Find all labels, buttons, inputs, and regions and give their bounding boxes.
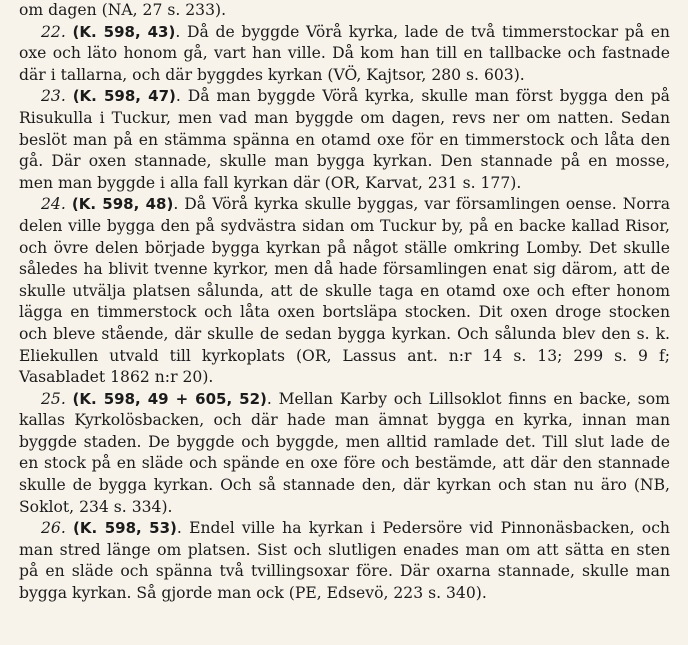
entry-text: . Mellan Karby och Lillsoklot finns en backe, som kallas Kyrkolösbacken, och där hade man ämnat bygga en kyrka, innan man byggde staden. De byggde och byggde, men alltid ramlade det. Till slut lade de en stock på en släde och spände en oxe före och bestämde, att där den stannade skulle de bygga kyrkan. Och så stannade den, där kyrkan och stan nu äro (NB, Soklot, 234 s. 334). (19, 389, 670, 516)
entry-number: 23. (41, 87, 66, 106)
entry-reference: (K. 598, 49 + 605, 52) (72, 389, 267, 408)
entry-25 (19, 389, 670, 519)
entry-24 (19, 194, 670, 388)
entry-21-tail (19, 0, 670, 22)
document-page (19, 0, 670, 605)
entry-reference: (K. 598, 47) (72, 87, 176, 106)
entry-text: . Endel ville ha kyrkan i Pedersöre vid Pinnonäsbacken, och man stred länge om platsen. Sist och slutligen enades man om att sätta en sten på en släde och spänna två tvillingsoxar före. Där oxarna stannade, skulle man bygga kyrkan. Så gjorde man ock (PE, Edsevö, 223 s. 340). (19, 519, 670, 603)
entry-22 (19, 22, 670, 87)
entry-reference: (K. 598, 43) (72, 22, 176, 41)
entry-number: 22. (41, 22, 66, 41)
entry-26 (19, 518, 670, 604)
entry-text: . Då man byggde Vörå kyrka, skulle man först bygga den på Risukulla i Tuckur, men vad man byggde om dagen, revs ner om natten. Sedan beslöt man på en stämma spänna en otamd oxe för en timmerstock och låta den gå. Där oxen stannade, skulle man bygga kyrkan. Den stannade på en mosse, men man byggde i alla fall kyrkan där (OR, Karvat, 231 s. 177). (19, 87, 670, 192)
entry-number: 26. (41, 519, 66, 538)
entry-text: om dagen (NA, 27 s. 233). (19, 1, 227, 19)
entry-reference: (K. 598, 48) (71, 195, 174, 214)
entry-23 (19, 86, 670, 194)
entry-text: . Då de byggde Vörå kyrka, lade de två timmerstockar på en oxe och läto honom gå, vart han ville. Då kom han till en tallbacke och fastnade där i tallarna, och där byggdes kyrkan (VÖ, Kajtsor, 280 s. 603). (19, 22, 670, 84)
entry-text: . Då Vörå kyrka skulle byggas, var församlingen oense. Norra delen ville bygga den på sydvästra sidan om Tuckur by, på en backe kallad Risor, och övre delen började bygga kyrkan på något ställe omkring Lomby. Det skulle således ha blivit tvenne kyrkor, men då hade församlingen enat sig därom, att de skulle utvälja platsen sålunda, att de skulle taga en otamd oxe och efter honom lägga en timmerstock och låta oxen bortsläpa stocken. Dit oxen droge stocken och bleve stående, där skulle de sedan bygga kyrkan. Och sålunda blev den s. k. Eliekullen utvald till kyrkoplats (OR, Lassus ant. n:r 14 s. 13; 299 s. 9 f; Vasabladet 1862 n:r 20). (19, 195, 670, 387)
entry-number: 25. (41, 389, 66, 408)
entry-number: 24. (41, 195, 66, 214)
entry-reference: (K. 598, 53) (73, 519, 177, 538)
